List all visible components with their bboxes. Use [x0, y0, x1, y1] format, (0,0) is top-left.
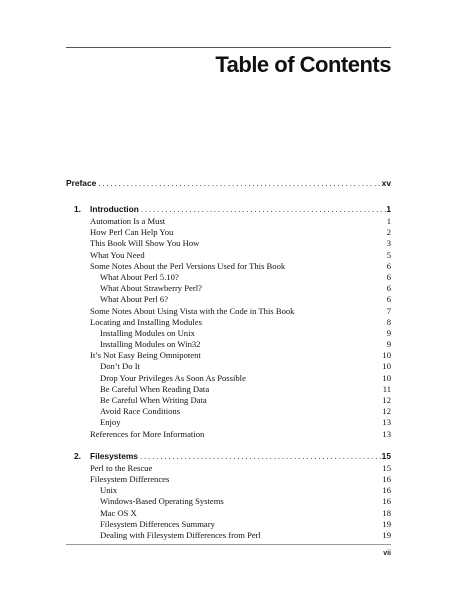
toc-entry[interactable] [66, 395, 391, 406]
chapter-block [66, 449, 391, 541]
toc-entry-label: Filesystem Differences [90, 473, 170, 484]
toc-entry-page: 19 [382, 518, 391, 529]
toc-entry-page: 10 [382, 350, 391, 361]
toc-entry-page: 12 [382, 406, 391, 417]
toc-entry-page: 10 [382, 361, 391, 372]
toc-entry[interactable] [66, 361, 391, 372]
toc-entry-label: Preface [66, 178, 97, 188]
toc-entry[interactable] [66, 474, 391, 485]
toc-entry[interactable] [66, 384, 391, 395]
toc-entry-label: Be Careful When Writing Data [100, 395, 207, 405]
toc-entry-page: 5 [386, 249, 391, 260]
page-title: Table of Contents [215, 52, 391, 77]
chapter-number: 2. [74, 450, 81, 461]
toc-entry-label: Locating and Installing Modules [90, 316, 202, 327]
toc-entry[interactable] [66, 485, 391, 496]
toc-entry-page: 16 [382, 496, 391, 507]
toc-entry-label: It’s Not Easy Being Omnipotent [90, 350, 201, 361]
toc-entry-page: 6 [386, 283, 391, 294]
chapter-title: Introduction [90, 204, 139, 214]
toc-entry[interactable] [66, 250, 391, 261]
toc-entry[interactable] [66, 272, 391, 283]
toc-entry-label: How Perl Can Help You [90, 227, 174, 238]
toc-entry-page: xv [381, 178, 391, 188]
toc-entry[interactable] [66, 530, 391, 541]
toc-entry-page: 1 [386, 216, 391, 226]
toc-entry-page: 19 [382, 529, 391, 540]
dot-leader [96, 176, 381, 190]
toc-entry-label: Drop Your Privileges As Soon As Possible [100, 372, 246, 383]
toc-chapter-heading[interactable] [66, 449, 391, 463]
toc-entry-page: 7 [386, 305, 391, 316]
chapter-block [66, 202, 391, 440]
spacer [66, 190, 391, 202]
toc-entry-page: 3 [386, 238, 391, 249]
toc-chapter-label [74, 449, 138, 463]
toc-entry-page: 9 [386, 339, 391, 350]
toc-entry-label: Don’t Do It [100, 361, 140, 372]
toc-entry-page: 15 [382, 462, 391, 473]
toc-entry[interactable] [66, 417, 391, 428]
toc-chapter-heading[interactable] [66, 202, 391, 216]
toc-entry-page: 13 [382, 417, 391, 428]
toc-entry-label: Some Notes About Using Vista with the Code in This Book [90, 305, 295, 316]
toc-entry-label: Enjoy [100, 417, 121, 428]
toc-entry-page: 16 [382, 485, 391, 496]
toc-entry-label: Perl to the Rescue [90, 462, 153, 473]
toc-entry-label: Installing Modules on Unix [100, 327, 195, 338]
toc-entry-label: What You Need [90, 249, 145, 260]
toc-entry-label: What About Perl 5.10? [100, 271, 179, 282]
toc-entry-label: References for More Information [90, 428, 205, 439]
toc-entry[interactable] [66, 328, 391, 339]
top-rule [66, 47, 391, 48]
page-number: vii [383, 550, 391, 557]
toc-entry[interactable] [66, 227, 391, 238]
toc-chapter-label [74, 202, 139, 216]
toc-entry-preface[interactable] [66, 176, 391, 190]
toc-entry-page: 11 [382, 383, 391, 394]
toc-entry-label: What About Perl 6? [100, 294, 169, 305]
toc-entry-page: 9 [386, 327, 391, 338]
section-list [66, 216, 391, 440]
toc-entry[interactable] [66, 350, 391, 361]
toc-entry-label: Installing Modules on Win32 [100, 339, 201, 350]
table-of-contents [66, 176, 391, 541]
toc-entry[interactable] [66, 508, 391, 519]
dot-leader [139, 202, 386, 216]
toc-entry-page: 1 [386, 204, 391, 214]
toc-entry-page: 15 [381, 450, 391, 461]
toc-entry[interactable] [66, 238, 391, 249]
toc-entry[interactable] [66, 519, 391, 530]
toc-entry[interactable] [66, 306, 391, 317]
toc-entry-label: Dealing with Filesystem Differences from Perl [100, 529, 261, 540]
toc-entry-page: 8 [386, 316, 391, 327]
toc-entry[interactable] [66, 261, 391, 272]
toc-entry-page: 18 [382, 507, 391, 518]
toc-entry-page: 6 [386, 260, 391, 271]
toc-entry[interactable] [66, 406, 391, 417]
toc-entry-page: 2 [386, 227, 391, 238]
chapter-title: Filesystems [90, 450, 138, 461]
toc-entry-label: Filesystem Differences Summary [100, 518, 215, 529]
toc-entry-label: This Book Will Show You How [90, 238, 200, 249]
toc-entry[interactable] [66, 463, 391, 474]
toc-entry[interactable] [66, 339, 391, 350]
toc-entry[interactable] [66, 317, 391, 328]
bottom-rule [66, 544, 391, 545]
section-list [66, 463, 391, 541]
toc-entry-page: 16 [382, 473, 391, 484]
toc-entry-label: Automation Is a Must [90, 216, 166, 226]
toc-entry-page: 6 [386, 271, 391, 282]
toc-entry[interactable] [66, 429, 391, 440]
toc-entry-label: Some Notes About the Perl Versions Used for This Book [90, 260, 286, 271]
toc-entry-label: Avoid Race Conditions [100, 406, 181, 417]
toc-entry[interactable] [66, 283, 391, 294]
toc-entry-page: 6 [386, 294, 391, 305]
toc-entry[interactable] [66, 294, 391, 305]
toc-entry-page: 12 [382, 395, 391, 405]
toc-entry-label: Be Careful When Reading Data [100, 383, 210, 394]
dot-leader [138, 449, 382, 463]
toc-entry-page: 13 [382, 428, 391, 439]
toc-entry-label: Mac OS X [100, 507, 137, 518]
toc-entry-label: What About Strawberry Perl? [100, 283, 202, 294]
toc-entry-label: Windows-Based Operating Systems [100, 496, 224, 507]
toc-entry[interactable] [66, 373, 391, 384]
chapter-number: 1. [74, 204, 81, 214]
toc-entry-label: Unix [100, 485, 118, 496]
toc-entry-page: 10 [382, 372, 391, 383]
toc-entry[interactable] [66, 216, 391, 227]
toc-entry[interactable] [66, 496, 391, 507]
spacer [66, 440, 391, 449]
